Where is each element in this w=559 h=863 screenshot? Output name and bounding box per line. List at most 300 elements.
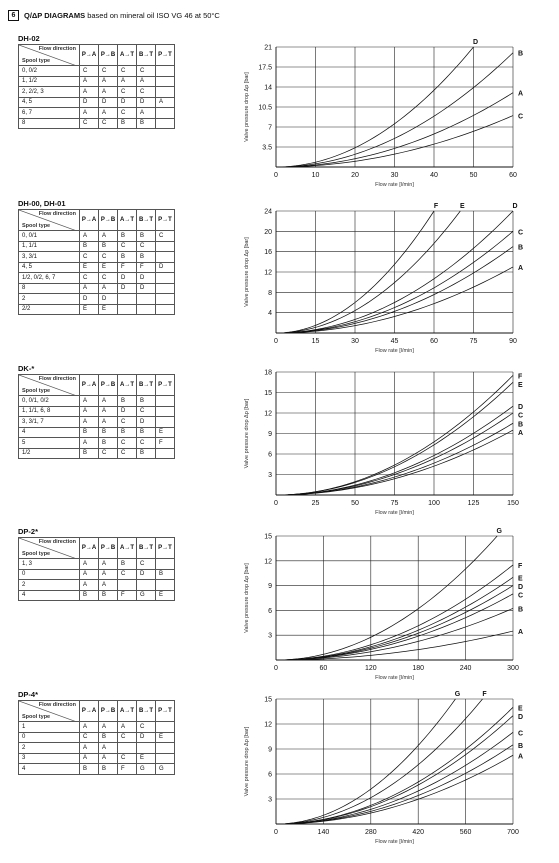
y-tick-label: 3 [268, 632, 272, 640]
curve-cell: E [137, 753, 156, 764]
series-line-A [276, 755, 513, 824]
curve-cell: C [118, 87, 137, 98]
curve-cell: A [80, 396, 99, 407]
y-tick-label: 6 [268, 771, 272, 779]
curve-cell: A [156, 97, 175, 108]
spool-type-cell: 8 [19, 283, 80, 294]
x-tick-label: 120 [364, 665, 377, 672]
curve-cell: B [99, 438, 118, 449]
curve-cell: A [99, 722, 118, 733]
spool-type-cell: 1, 1/1, 6, 8 [19, 406, 80, 417]
x-tick-label: 560 [459, 829, 472, 836]
chart-2 [244, 203, 523, 354]
flow-direction-label: Flow direction [38, 539, 76, 545]
curve-cell: A [99, 753, 118, 764]
curve-cell: A [80, 108, 99, 119]
x-tick-label: 50 [351, 500, 359, 507]
y-tick-label: 14 [264, 84, 272, 92]
curve-cell: A [80, 722, 99, 733]
curve-cell: G [137, 590, 156, 601]
curve-cell: B [137, 252, 156, 263]
curve-cell: C [80, 66, 99, 77]
spool-type-label: Spool type [22, 551, 51, 557]
curve-cell: C [118, 241, 137, 252]
curve-cell: D [118, 283, 137, 294]
series-label-C: C [518, 730, 524, 738]
curve-cell: A [80, 438, 99, 449]
curve-cell: A [80, 76, 99, 87]
curve-cell: D [137, 732, 156, 743]
y-tick-label: 12 [264, 721, 272, 729]
curve-cell: G [137, 764, 156, 775]
y-tick-label: 18 [264, 369, 272, 377]
curve-cell: C [137, 438, 156, 449]
x-tick-label: 75 [390, 500, 399, 507]
x-tick-label: 0 [274, 829, 278, 836]
section-number: 6 [8, 10, 19, 21]
x-axis-label: Flow rate [l/min] [375, 510, 414, 516]
y-axis-label: Valve pressure drop Δp [bar] [244, 563, 250, 633]
curve-cell: A [99, 417, 118, 428]
spool-type-cell: 0 [19, 732, 80, 743]
curve-cell: C [118, 417, 137, 428]
curve-cell: A [118, 722, 137, 733]
spool-type-cell: 6, 7 [19, 108, 80, 119]
curve-cell: B [99, 732, 118, 743]
spool-type-cell: 2/2 [19, 304, 80, 315]
column-header: A→T [118, 538, 137, 559]
y-tick-label: 24 [264, 208, 272, 216]
chart-5 [244, 691, 523, 845]
curve-cell: B [118, 231, 137, 242]
column-header: P→B [99, 210, 118, 231]
series-label-A: A [518, 629, 524, 637]
column-header: P→A [80, 210, 99, 231]
x-tick-label: 0 [274, 172, 278, 179]
series-label-F: F [482, 691, 487, 698]
curve-cell: C [118, 66, 137, 77]
spool-type-cell: 3, 3/1, 7 [19, 417, 80, 428]
series-label-D: D [518, 583, 524, 591]
spool-type-cell: 2 [19, 743, 80, 754]
curve-cell: A [99, 406, 118, 417]
y-tick-label: 10.5 [258, 104, 272, 112]
x-tick-label: 0 [274, 665, 278, 672]
y-axis-label: Valve pressure drop Δp [bar] [244, 398, 250, 469]
curve-cell: C [137, 406, 156, 417]
series-label-D: D [472, 39, 479, 46]
curve-cell: C [118, 569, 137, 580]
curve-cell: A [80, 417, 99, 428]
spool-type-cell: 8 [19, 118, 80, 129]
curve-cell: B [99, 590, 118, 601]
spool-type-label: Spool type [22, 223, 51, 229]
y-tick-label: 8 [268, 289, 272, 297]
series-label-E: E [518, 575, 523, 583]
curve-cell: D [118, 97, 137, 108]
table-title: DP-4* [18, 690, 39, 699]
flow-direction-label: Flow direction [38, 46, 76, 52]
spool-type-label: Spool type [22, 58, 51, 64]
chart-4 [244, 528, 523, 681]
column-header: A→T [118, 375, 137, 396]
curve-cell: B [118, 427, 137, 438]
curve-cell: C [118, 108, 137, 119]
column-header: P→T [156, 45, 175, 66]
column-header: P→B [99, 375, 118, 396]
series-label-A: A [518, 264, 524, 272]
curve-cell: A [137, 76, 156, 87]
y-axis-label: Valve pressure drop Δp [bar] [244, 237, 250, 307]
curve-cell: C [80, 118, 99, 129]
column-header: P→T [156, 210, 175, 231]
spool-type-cell: 2, 2/2, 3 [19, 87, 80, 98]
column-header: A→T [118, 45, 137, 66]
spool-type-cell: 3, 3/1 [19, 252, 80, 263]
y-tick-label: 6 [268, 607, 272, 615]
curve-cell: D [137, 97, 156, 108]
x-axis-label: Flow rate [l/min] [375, 348, 414, 354]
curve-cell: E [99, 262, 118, 273]
series-label-B: B [518, 421, 524, 429]
curve-cell: B [118, 252, 137, 263]
column-header: B→T [137, 375, 156, 396]
curve-cell: B [99, 427, 118, 438]
y-tick-label: 3 [268, 472, 272, 479]
column-header: P→A [80, 45, 99, 66]
spool-type-label: Spool type [22, 388, 51, 394]
curve-cell: C [99, 66, 118, 77]
curve-cell: A [80, 559, 99, 570]
curve-cell: A [80, 283, 99, 294]
chart-3 [244, 370, 523, 517]
column-header: A→T [118, 210, 137, 231]
curve-cell: A [99, 87, 118, 98]
curve-cell: C [80, 273, 99, 284]
chart-1 [244, 39, 523, 188]
curve-cell: C [118, 732, 137, 743]
table-title: DP-2* [18, 527, 39, 536]
x-tick-label: 60 [430, 338, 438, 345]
curve-cell: B [137, 448, 156, 459]
x-tick-label: 300 [507, 665, 519, 672]
series-label-B: B [518, 244, 524, 252]
table-title: DH-02 [18, 34, 40, 43]
x-tick-label: 125 [467, 500, 480, 507]
curve-cell: C [118, 438, 137, 449]
series-line-G [276, 699, 455, 824]
y-tick-label: 6 [268, 451, 272, 459]
curve-cell: A [137, 108, 156, 119]
curve-cell: C [99, 273, 118, 284]
y-tick-label: 4 [268, 310, 272, 318]
y-tick-label: 9 [268, 583, 272, 591]
curve-cell: F [118, 262, 137, 273]
x-tick-label: 40 [430, 172, 438, 179]
series-label-D: D [518, 713, 524, 721]
series-line-B [276, 608, 513, 660]
flow-direction-label: Flow direction [38, 702, 76, 708]
y-tick-label: 15 [264, 390, 272, 397]
curve-cell: B [80, 590, 99, 601]
curve-cell: B [99, 764, 118, 775]
curve-cell: C [99, 118, 118, 129]
spool-type-label: Spool type [22, 714, 51, 720]
curve-cell: A [99, 231, 118, 242]
x-tick-label: 20 [351, 172, 359, 179]
series-label-B: B [518, 50, 524, 58]
series-line-G [276, 536, 497, 660]
curve-cell: B [80, 764, 99, 775]
column-header: P→B [99, 538, 118, 559]
spool-type-cell: 3 [19, 753, 80, 764]
x-tick-label: 30 [390, 172, 399, 179]
series-label-C: C [518, 113, 524, 121]
column-header: P→T [156, 538, 175, 559]
y-tick-label: 3 [268, 796, 272, 804]
table-title: DK-* [18, 364, 35, 373]
curve-cell: D [99, 294, 118, 305]
curve-cell: D [137, 273, 156, 284]
curve-cell: C [99, 448, 118, 459]
table-title: DH-00, DH-01 [18, 199, 66, 208]
column-header: P→B [99, 701, 118, 722]
curve-cell: D [80, 294, 99, 305]
curve-cell: B [80, 241, 99, 252]
series-label-G: G [454, 691, 461, 698]
flow-direction-label: Flow direction [38, 376, 76, 382]
y-axis-label: Valve pressure drop Δp [bar] [244, 726, 250, 797]
series-label-E: E [518, 381, 523, 389]
curve-cell: F [137, 262, 156, 273]
x-tick-label: 15 [311, 338, 320, 345]
series-line-B [276, 745, 513, 824]
x-tick-label: 30 [351, 338, 359, 345]
curve-cell: C [99, 252, 118, 263]
series-label-B: B [518, 742, 524, 750]
curve-cell: B [137, 231, 156, 242]
x-tick-label: 240 [459, 665, 472, 672]
column-header: B→T [137, 701, 156, 722]
spool-type-cell: 1, 1/2 [19, 76, 80, 87]
section-title: Q/ΔP DIAGRAMS [24, 11, 86, 20]
spool-type-cell: 4, 5 [19, 97, 80, 108]
curve-cell: B [118, 559, 137, 570]
series-label-B: B [518, 606, 524, 614]
curve-cell: A [99, 569, 118, 580]
curve-cell: G [156, 764, 175, 775]
x-tick-label: 10 [311, 172, 320, 179]
x-tick-label: 90 [509, 338, 517, 345]
curve-cell: A [99, 76, 118, 87]
curve-cell: C [137, 87, 156, 98]
y-tick-label: 20 [264, 228, 272, 236]
series-label-G: G [496, 528, 502, 535]
y-tick-label: 15 [264, 696, 272, 704]
x-axis-label: Flow rate [l/min] [375, 675, 414, 681]
curve-cell: A [99, 559, 118, 570]
curve-cell: B [118, 118, 137, 129]
x-tick-label: 45 [390, 338, 399, 345]
x-tick-label: 50 [469, 172, 478, 179]
curve-cell: B [99, 241, 118, 252]
curve-cell: A [80, 753, 99, 764]
curve-cell: F [156, 438, 175, 449]
series-label-E: E [518, 705, 523, 713]
curve-cell: D [118, 406, 137, 417]
curve-cell: E [80, 304, 99, 315]
spool-type-cell: 0, 0/1 [19, 231, 80, 242]
curve-cell: E [156, 732, 175, 743]
y-tick-label: 21 [264, 44, 272, 52]
curve-cell: E [156, 590, 175, 601]
curve-cell: C [137, 722, 156, 733]
curve-cell: A [80, 569, 99, 580]
y-tick-label: 15 [264, 533, 272, 541]
spool-type-cell: 1/2 [19, 448, 80, 459]
section-subtitle: based on mineral oil ISO VG 46 at 50°C [87, 11, 220, 20]
curve-cell: D [156, 262, 175, 273]
curve-cell: A [118, 76, 137, 87]
spool-type-cell: 0 [19, 569, 80, 580]
curve-cell: A [99, 283, 118, 294]
flow-direction-label: Flow direction [38, 211, 76, 217]
spool-type-cell: 1, 1/1 [19, 241, 80, 252]
column-header: P→B [99, 45, 118, 66]
column-header: P→A [80, 375, 99, 396]
x-tick-label: 420 [412, 829, 425, 836]
spool-type-cell: 2 [19, 294, 80, 305]
y-tick-label: 9 [268, 746, 272, 754]
column-header: P→A [80, 538, 99, 559]
x-tick-label: 180 [412, 665, 425, 672]
series-line-C [276, 594, 513, 660]
curve-cell: D [80, 97, 99, 108]
curve-cell: B [80, 427, 99, 438]
curve-cell: A [99, 580, 118, 591]
curve-cell: C [118, 448, 137, 459]
x-tick-label: 25 [311, 500, 320, 507]
curve-cell: A [80, 87, 99, 98]
series-line-F [276, 699, 483, 824]
x-axis-label: Flow rate [l/min] [375, 839, 414, 845]
curve-cell: D [137, 283, 156, 294]
series-label-C: C [518, 412, 524, 420]
curve-cell: D [137, 417, 156, 428]
column-header: B→T [137, 538, 156, 559]
curve-cell: D [99, 97, 118, 108]
x-tick-label: 100 [428, 500, 440, 507]
spool-type-cell: 5 [19, 438, 80, 449]
curve-cell: F [118, 590, 137, 601]
y-tick-label: 12 [264, 269, 272, 277]
series-label-D: D [512, 203, 518, 210]
curve-cell: C [118, 753, 137, 764]
y-tick-label: 7 [268, 124, 272, 132]
curve-cell: B [80, 448, 99, 459]
x-tick-label: 75 [469, 338, 478, 345]
column-header: P→A [80, 701, 99, 722]
curve-cell: A [80, 743, 99, 754]
column-header: B→T [137, 45, 156, 66]
curve-cell: D [118, 273, 137, 284]
y-tick-label: 17.5 [258, 64, 272, 72]
x-tick-label: 150 [507, 500, 519, 507]
curve-cell: B [118, 396, 137, 407]
x-axis-label: Flow rate [l/min] [375, 182, 414, 188]
spool-type-cell: 4, 5 [19, 262, 80, 273]
curve-cell: D [137, 569, 156, 580]
curve-cell: A [99, 396, 118, 407]
curve-cell: C [137, 241, 156, 252]
spool-type-cell: 4 [19, 427, 80, 438]
x-tick-label: 60 [319, 665, 328, 672]
x-tick-label: 60 [509, 172, 517, 179]
spool-type-cell: 1 [19, 722, 80, 733]
series-label-C: C [518, 229, 524, 237]
curve-cell: C [137, 66, 156, 77]
curve-cell: A [80, 231, 99, 242]
series-label-E: E [459, 203, 465, 210]
series-label-A: A [518, 429, 524, 437]
y-axis-label: Valve pressure drop Δp [bar] [244, 72, 250, 142]
curve-cell: B [137, 118, 156, 129]
spool-type-cell: 4 [19, 590, 80, 601]
curve-cell: C [156, 231, 175, 242]
spool-type-cell: 1/2, 0/2, 6, 7 [19, 273, 80, 284]
x-tick-label: 700 [507, 829, 519, 836]
curve-cell: A [80, 406, 99, 417]
curve-cell: A [99, 108, 118, 119]
column-header: P→T [156, 375, 175, 396]
series-label-F: F [433, 203, 439, 210]
column-header: A→T [118, 701, 137, 722]
series-label-F: F [518, 562, 523, 570]
y-tick-label: 3.5 [262, 144, 272, 152]
x-tick-label: 0 [274, 338, 278, 345]
spool-type-cell: 1, 3 [19, 559, 80, 570]
curve-cell: E [80, 262, 99, 273]
curve-cell: A [80, 580, 99, 591]
series-label-D: D [518, 404, 524, 412]
spool-type-cell: 0, 0/2 [19, 66, 80, 77]
curve-cell: A [99, 743, 118, 754]
series-label-C: C [518, 592, 524, 600]
y-tick-label: 12 [264, 558, 272, 566]
spool-type-cell: 2 [19, 580, 80, 591]
curve-cell: E [156, 427, 175, 438]
y-tick-label: 9 [268, 431, 272, 438]
curve-cell: B [137, 427, 156, 438]
series-label-F: F [518, 373, 523, 381]
spool-type-cell: 4 [19, 764, 80, 775]
x-tick-label: 140 [317, 829, 330, 836]
curve-cell: F [118, 764, 137, 775]
curve-cell: C [80, 732, 99, 743]
series-label-A: A [518, 90, 524, 98]
column-header: B→T [137, 210, 156, 231]
y-tick-label: 16 [264, 249, 272, 257]
curve-cell: B [156, 569, 175, 580]
column-header: P→T [156, 701, 175, 722]
y-tick-label: 12 [264, 410, 272, 418]
series-line-E [276, 577, 513, 660]
series-label-A: A [518, 753, 524, 761]
curve-cell: C [137, 559, 156, 570]
curve-cell: C [80, 252, 99, 263]
curve-cell: E [99, 304, 118, 315]
x-tick-label: 0 [274, 500, 278, 507]
